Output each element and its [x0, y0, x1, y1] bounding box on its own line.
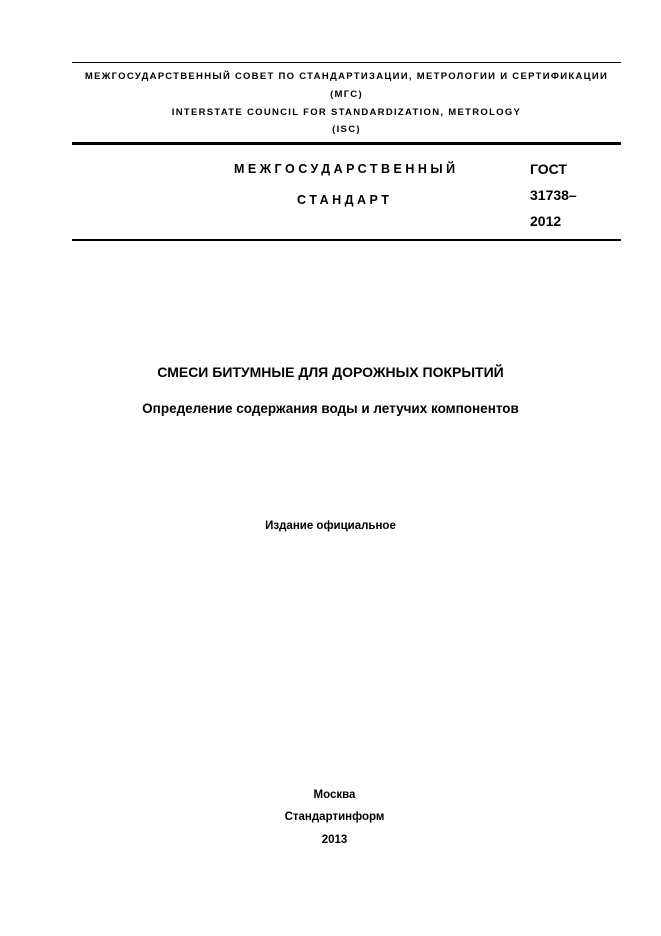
council-abbr-ru: (МГС) [330, 89, 363, 100]
standard-code-line2: 31738– [530, 187, 577, 203]
header-rule-bottom [72, 239, 621, 241]
header-rule-top [72, 62, 621, 63]
document-subtitle: Определение содержания воды и летучих компонентов [142, 401, 519, 416]
document-title: СМЕСИ БИТУМНЫЕ ДЛЯ ДОРОЖНЫХ ПОКРЫТИЙ [157, 364, 504, 380]
imprint-publisher: Стандартинформ [284, 811, 385, 823]
standard-code-line3: 2012 [530, 213, 562, 229]
header-rule-thick [72, 142, 621, 145]
council-name-en: INTERSTATE COUNCIL FOR STANDARDIZATION, METROLOGY [171, 107, 522, 118]
council-abbr-en: (ISC) [332, 124, 361, 135]
edition-label: Издание официальное [265, 520, 396, 532]
standard-type-line2: СТАНДАРТ [297, 193, 393, 207]
imprint-city: Москва [313, 789, 356, 801]
standard-code-line1: ГОСТ [530, 161, 567, 177]
standard-type-line1: МЕЖГОСУДАРСТВЕННЫЙ [234, 162, 459, 176]
imprint-year: 2013 [321, 834, 348, 846]
council-name-ru: МЕЖГОСУДАРСТВЕННЫЙ СОВЕТ ПО СТАНДАРТИЗАЦИИ, МЕТРОЛОГИИ И СЕРТИФИКАЦИИ [84, 71, 609, 82]
